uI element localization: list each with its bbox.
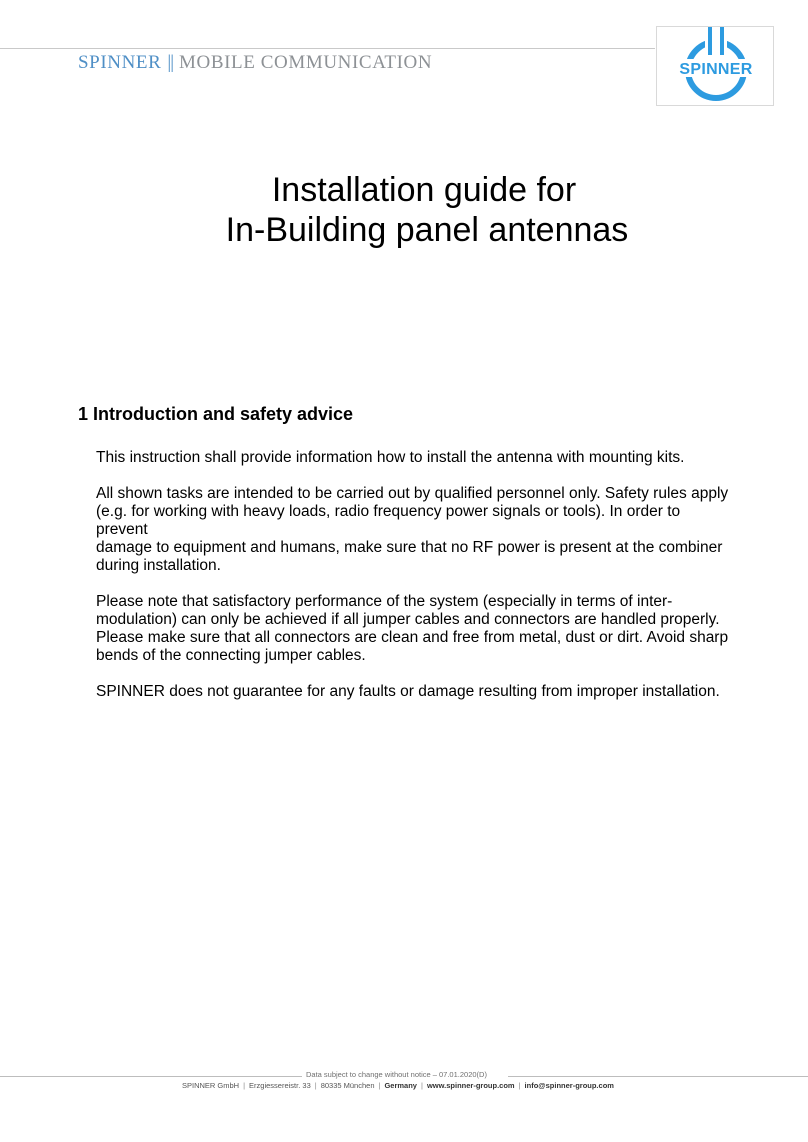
brand-separator: ||: [167, 52, 173, 73]
spinner-logo: [656, 26, 774, 106]
title-line-2: In-Building panel antennas: [225, 211, 629, 249]
spinner-logo-icon: [657, 27, 775, 107]
paragraph: This instruction shall provide information how to install the antenna with mounting kits.: [96, 449, 685, 466]
footer-street: Erzgiessereistr. 33: [249, 1081, 311, 1090]
logo-wordmark: SPINNER: [679, 61, 753, 78]
footer-rule-left: [0, 1076, 302, 1077]
brand-name: SPINNER: [78, 52, 162, 73]
section-heading: 1 Introduction and safety advice: [78, 404, 354, 424]
footer-company: SPINNER GmbH: [182, 1081, 240, 1090]
brand-division: MOBILE COMMUNICATION: [179, 52, 433, 73]
header-brand: [78, 52, 432, 74]
title-line-1: Installation guide for: [271, 171, 577, 209]
footer-country: Germany: [384, 1081, 417, 1090]
footer-email-link[interactable]: info@spinner-group.com: [524, 1081, 614, 1090]
footer-rule-right: [508, 1076, 808, 1077]
section-body: [96, 449, 736, 719]
paragraph: Please note that satisfactory performance of the system (especially in terms of inter- modulation) can only be achieved if all jumper cables and connectors are handled properly. Please make sure that all connectors are clean and free from metal, dust or dirt. Avoid sharp bends of the connecting jumper cables.: [96, 593, 729, 664]
paragraph: SPINNER does not guarantee for any faults or damage resulting from improper installation.: [96, 683, 720, 700]
footer-notice-text: Data subject to change without notice – 07.01.2020(D): [306, 1070, 487, 1079]
document-title: [0, 170, 808, 250]
footer-contact: SPINNER GmbH | Erzgiessereistr. 33 | 80335 München | Germany | www.spinner-group.com | info@spinner-group.com: [182, 1081, 614, 1090]
footer-website-link[interactable]: www.spinner-group.com: [426, 1081, 515, 1090]
paragraph: All shown tasks are intended to be carried out by qualified personnel only. Safety rules apply (e.g. for working with heavy loads, radio frequency power signals or tools). In order to prevent damage to equipment and humans, make sure that no RF power is present at the combiner during installation.: [96, 485, 729, 574]
footer-city: 80335 München: [320, 1081, 375, 1090]
header-rule: [0, 48, 655, 49]
